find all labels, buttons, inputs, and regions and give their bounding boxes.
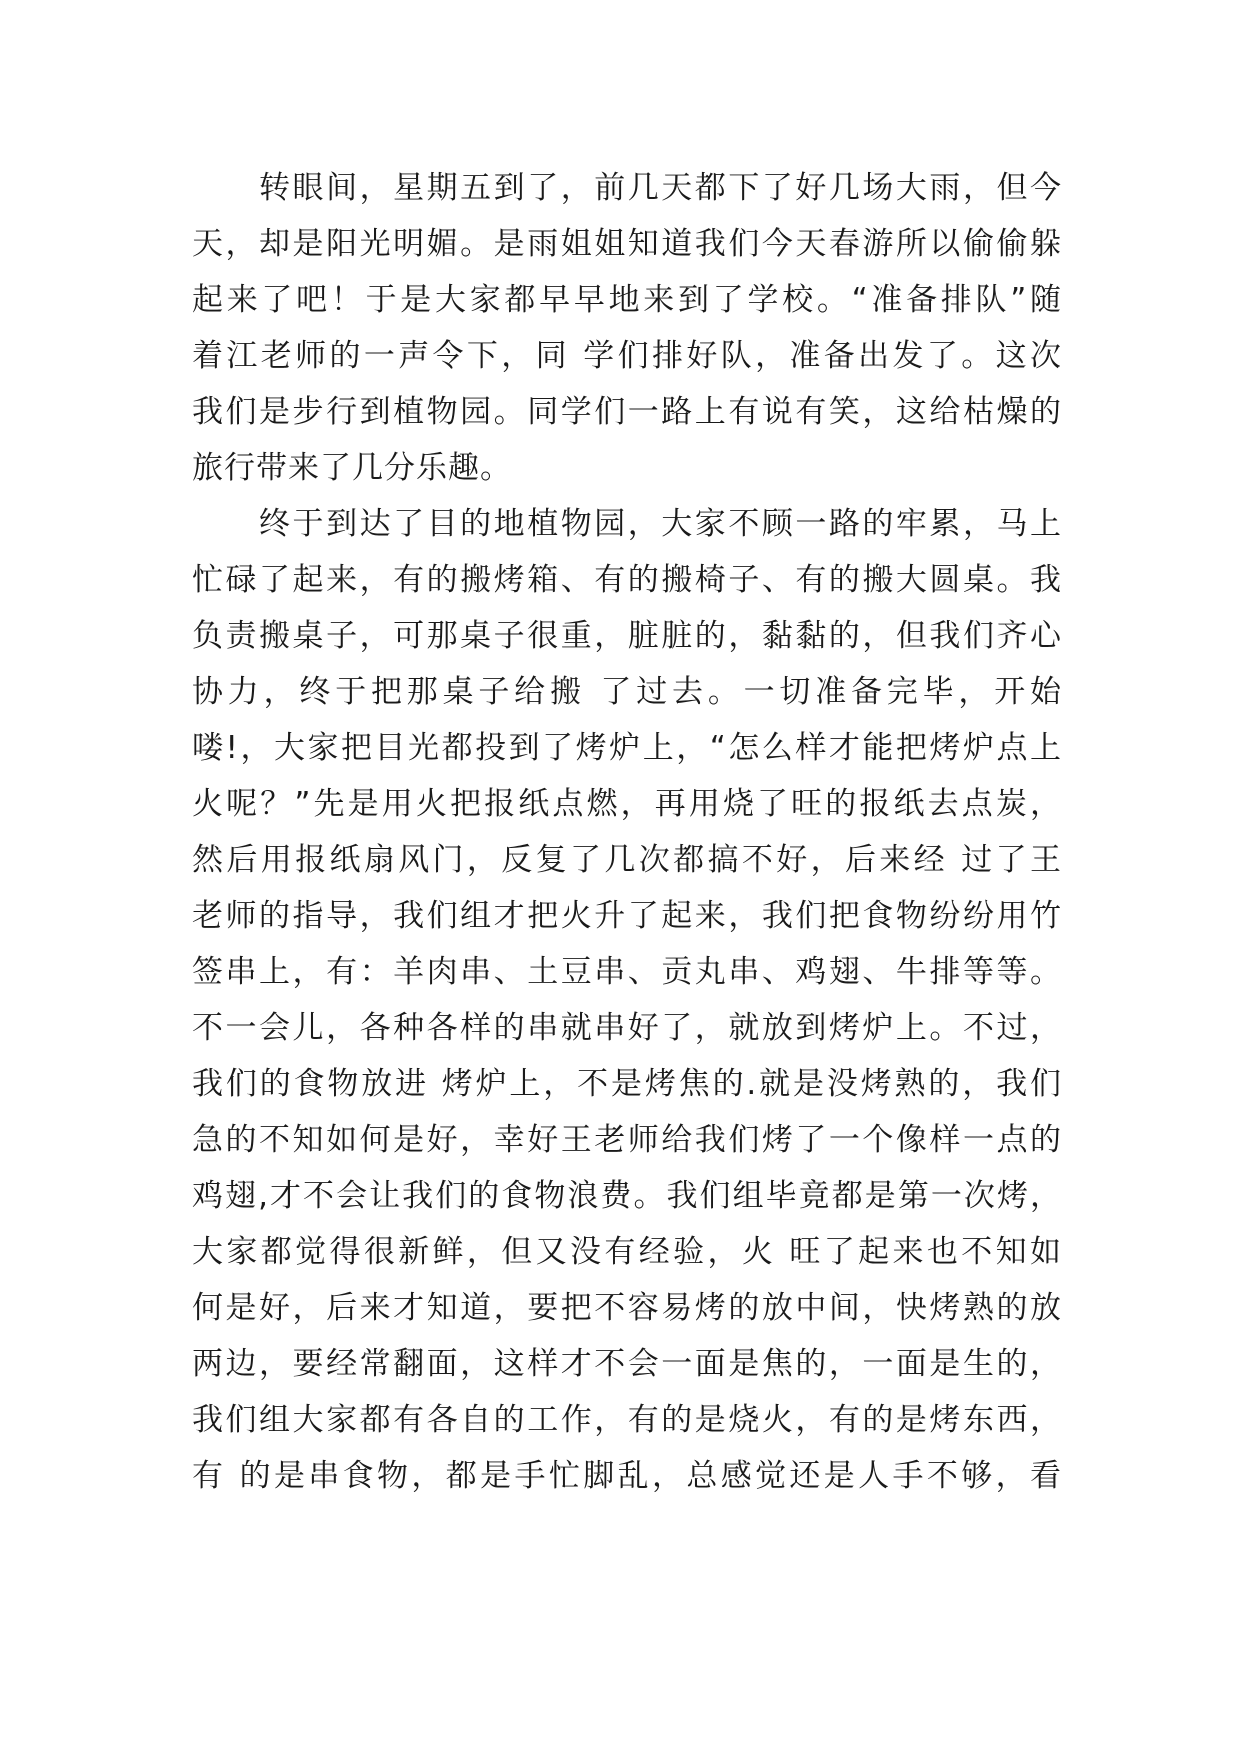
text-line: 协力，终于把那桌子给搬 了过去。一切准备完毕，开始 (192, 674, 1062, 710)
text-line: 我们的食物放进 烤炉上，不是烤焦的.就是没烤熟的，我们 (192, 1066, 1062, 1102)
text-line: 有 的是串食物，都是手忙脚乱，总感觉还是人手不够，看 (192, 1458, 1062, 1494)
text-line: 负责搬桌子，可那桌子很重，脏脏的，黏黏的，但我们齐心 (192, 618, 1062, 654)
text-line: 老师的指导，我们组才把火升了起来，我们把食物纷纷用竹 (192, 898, 1062, 934)
text-line: 何是好，后来才知道，要把不容易烤的放中间，快烤熟的放 (192, 1290, 1062, 1326)
text-line: 然后用报纸扇风门，反复了几次都搞不好，后来经 过了王 (192, 842, 1062, 878)
text-line: 忙碌了起来，有的搬烤箱、有的搬椅子、有的搬大圆桌。我 (192, 562, 1062, 598)
text-line: 急的不知如何是好，幸好王老师给我们烤了一个像样一点的 (192, 1122, 1062, 1158)
text-line: 我们组大家都有各自的工作，有的是烧火，有的是烤东西， (192, 1402, 1062, 1438)
text-line: 终于到达了目的地植物园，大家不顾一路的牢累，马上 (192, 506, 1062, 542)
text-line: 起来了吧！于是大家都早早地来到了学校。“准备排队”随 (192, 282, 1062, 318)
text-line: 转眼间，星期五到了，前几天都下了好几场大雨，但今 (192, 170, 1062, 206)
body-text (192, 160, 1062, 1504)
text-line: 天，却是阳光明媚。是雨姐姐知道我们今天春游所以偷偷躲 (192, 226, 1062, 262)
text-line: 火呢？”先是用火把报纸点燃，再用烧了旺的报纸去点炭， (192, 786, 1062, 822)
text-line: 着江老师的一声令下，同 学们排好队，准备出发了。这次 (192, 338, 1062, 374)
text-line: 我们是步行到植物园。同学们一路上有说有笑，这给枯燥的 (192, 394, 1062, 430)
text-line: 旅行带来了几分乐趣。 (192, 450, 512, 486)
text-line: 两边，要经常翻面，这样才不会一面是焦的，一面是生的， (192, 1346, 1062, 1382)
text-line: 不一会儿，各种各样的串就串好了，就放到烤炉上。不过， (192, 1010, 1062, 1046)
text-line: 喽!，大家把目光都投到了烤炉上，“怎么样才能把烤炉点上 (192, 730, 1062, 766)
text-line: 签串上，有：羊肉串、土豆串、贡丸串、鸡翅、牛排等等。 (192, 954, 1062, 990)
text-line: 鸡翅,才不会让我们的食物浪费。我们组毕竟都是第一次烤， (192, 1178, 1062, 1214)
text-line: 大家都觉得很新鲜，但又没有经验，火 旺了起来也不知如 (192, 1234, 1062, 1270)
